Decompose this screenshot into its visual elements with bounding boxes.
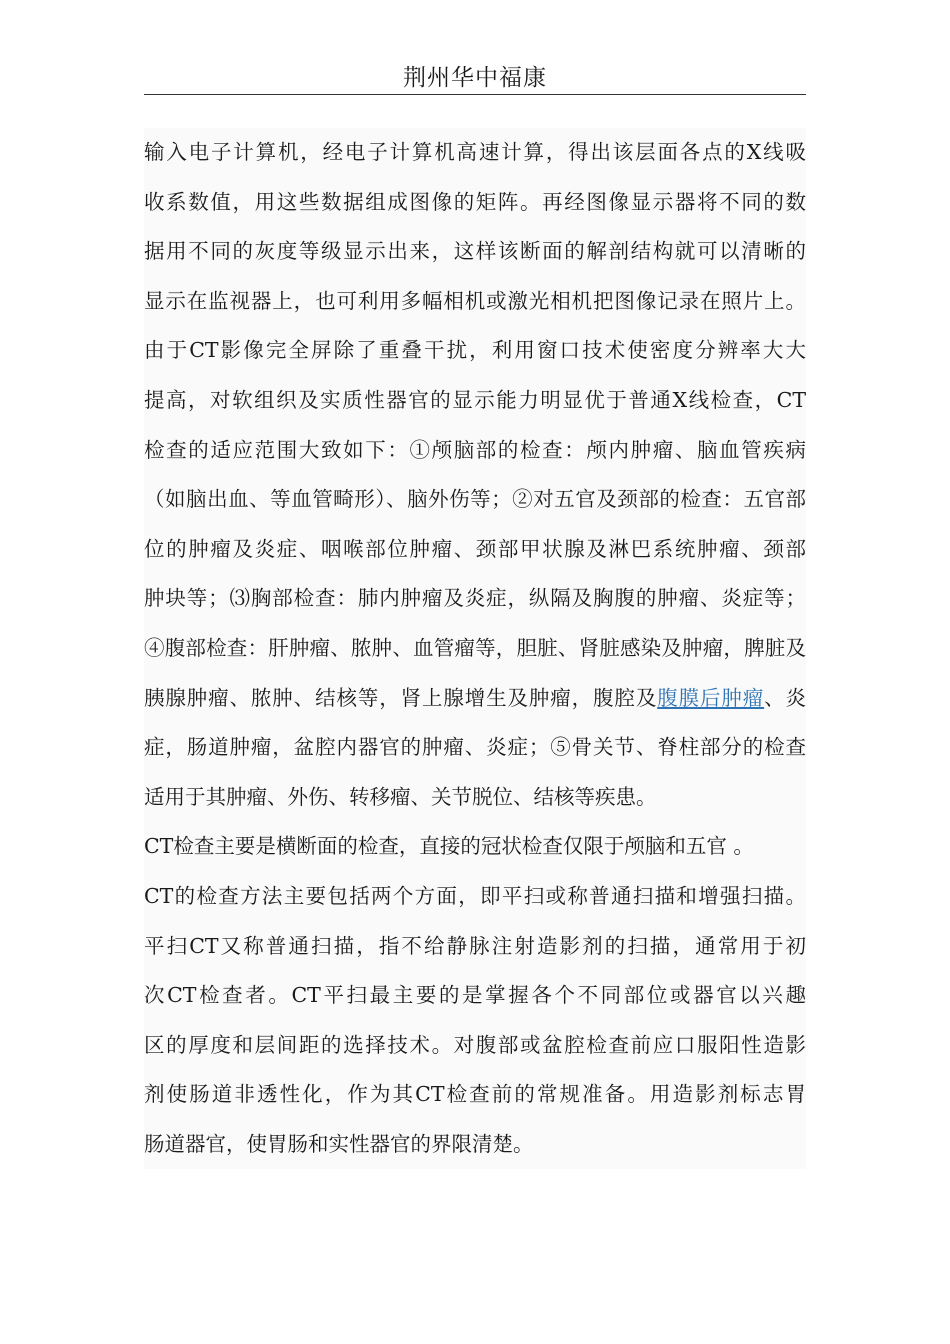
text-line: 平扫CT又称普通扫描，指不给静脉注射造影剂的扫描，通常用于初 [144,933,806,958]
text-line: 适用于其肿瘤、外伤、转移瘤、关节脱位、结核等疾患。 [144,784,657,809]
text-line: （如脑出血、等血管畸形）、脑外伤等；②对五官及颈部的检查：五官部 [144,487,806,512]
text-line-with-link [144,674,806,724]
text-line: 提高，对软组织及实质性器官的显示能力明显优于普通X线检查，CT [144,387,806,412]
text-line: 区的厚度和层间距的选择技术。对腹部或盆腔检查前应口服阳性造影 [144,1032,806,1057]
text-line: ④腹部检查：肝肿瘤、脓肿、血管瘤等，胆脏、肾脏感染及肿瘤，脾脏及 [144,635,806,660]
text-line: 检查的适应范围大致如下：①颅脑部的检查：颅内肿瘤、脑血管疾病 [144,437,806,462]
document-body [144,128,806,1169]
link-line-after: 、炎 [764,685,807,710]
text-line: 由于CT影像完全屏除了重叠干扰，利用窗口技术使密度分辨率大大 [144,338,806,363]
text-line: 输入电子计算机，经电子计算机高速计算，得出该层面各点的X线吸 [144,140,806,164]
text-line: 剂使肠道非透性化，作为其CT检查前的常规准备。用造影剂标志胃 [144,1082,806,1107]
text-line: CT检查主要是横断面的检查，直接的冠状检查仅限于颅脑和五官 。 [144,834,754,859]
text-line: 次CT检查者。CT平扫最主要的是掌握各个不同部位或器官以兴趣 [144,983,806,1008]
text-line: 肿块等；⑶胸部检查：肺内肿瘤及炎症，纵隔及胸腹的肿瘤、炎症等； [144,586,806,611]
text-line: 据用不同的灰度等级显示出来，这样该断面的解剖结构就可以清晰的 [144,239,806,264]
retroperitoneal-tumor-link[interactable]: 腹膜后肿瘤 [657,685,765,710]
text-line: 肠道器官，使胃肠和实性器官的界限清楚。 [144,1131,534,1156]
link-line-before: 胰腺肿瘤、脓肿、结核等，肾上腺增生及肿瘤，腹腔及 [144,685,658,710]
text-line: 收系数值，用这些数据组成图像的矩阵。再经图像显示器将不同的数 [144,189,806,214]
header-title: 荆州华中福康 [403,65,547,91]
page-header [144,62,806,95]
text-line: 显示在监视器上，也可利用多幅相机或激光相机把图像记录在照片上。 [144,288,806,313]
text-line: CT的检查方法主要包括两个方面，即平扫或称普通扫描和增强扫描。 [144,883,806,908]
text-line: 症，肠道肿瘤，盆腔内器官的肿瘤、炎症；⑤骨关节、脊柱部分的检查 [144,735,806,760]
text-line: 位的肿瘤及炎症、咽喉部位肿瘤、颈部甲状腺及淋巴系统肿瘤、颈部 [144,536,806,561]
